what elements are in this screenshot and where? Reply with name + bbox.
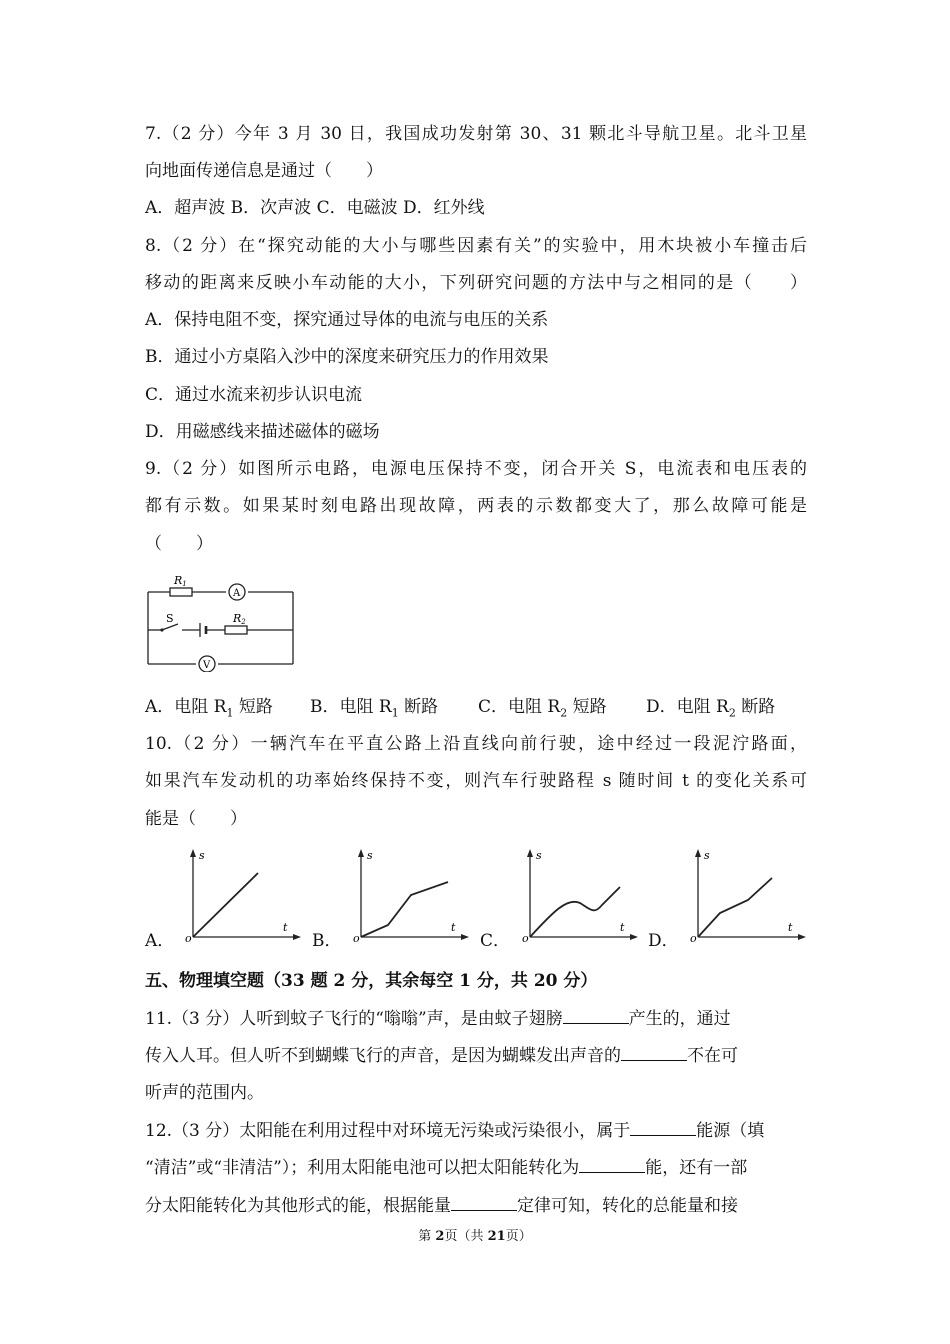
q8-option-c: C．通过水流来初步认识电流 (145, 385, 363, 405)
svg-text:t: t (620, 921, 625, 934)
svg-text:s: s (367, 849, 373, 862)
circuit-diagram (140, 572, 300, 672)
q7-options: A．超声波 B．次声波 C．电磁波 D．红外线 (145, 198, 485, 218)
svg-text:o: o (690, 932, 697, 945)
graph-a-curve (193, 873, 258, 937)
q8-line2: 移动的距离来反映小车动能的大小，下列研究问题的方法中与之相同的是（ ） (145, 273, 807, 293)
voltmeter-label: V (203, 660, 211, 671)
switch-label: S (166, 612, 174, 625)
q11-line1: 11.（3 分）人听到蚊子飞行的“嗡嗡”声，是由蚊子翅膀 产生的，通过 (145, 1009, 731, 1029)
q10-option-c: C． (480, 931, 511, 951)
q12-blank-3 (451, 1194, 517, 1211)
svg-text:t: t (788, 921, 793, 934)
q12-blank-2 (579, 1156, 645, 1173)
q11-blank-2 (621, 1044, 687, 1061)
graph-b-curve (361, 882, 448, 937)
switch-icon (160, 628, 163, 631)
q7-line1: 7.（2 分）今年 3 月 30 日，我国成功发射第 30、31 颗北斗导航卫星。北斗卫星 (145, 124, 807, 144)
graph-a (175, 845, 305, 945)
q12-blank-1 (630, 1119, 696, 1136)
resistor-r2 (225, 626, 247, 634)
q7-line2: 向地面传递信息是通过（ ） (145, 161, 383, 181)
q9-line2: 都有示数。如果某时刻电路出现故障，两表的示数都变大了，那么故障可能是 (145, 496, 807, 516)
q12-line2: “清洁”或“非清洁”）；利用太阳能电池可以把太阳能转化为 能，还有一部 (145, 1158, 748, 1178)
q11-line2: 传入人耳。但人听不到蝴蝶飞行的声音，是因为蝴蝶发出声音的 不在可 (145, 1046, 738, 1066)
q8-option-d: D．用磁感线来描述磁体的磁场 (145, 422, 380, 442)
page-footer: 第 2页（共 21页） (418, 1229, 532, 1244)
q12-line3: 分太阳能转化为其他形式的能，根据能量 定律可知，转化的总能量和接 (145, 1196, 738, 1216)
q10-option-b: B． (312, 931, 342, 951)
ammeter-label: A (233, 588, 241, 599)
resistor-r1 (170, 588, 192, 596)
q8-option-a: A．保持电阻不变，探究通过导体的电流与电压的关系 (145, 310, 549, 330)
q8-option-b: B．通过小方桌陷入沙中的深度来研究压力的作用效果 (145, 347, 549, 367)
q10-line1: 10.（2 分）一辆汽车在平直公路上沿直线向前行驶，途中经过一段泥泞路面， (145, 734, 807, 754)
svg-text:s: s (199, 849, 205, 862)
q12-line1: 12.（3 分）太阳能在利用过程中对环境无污染或污染很小，属于 能源（填 (145, 1121, 765, 1141)
graph-c-curve (530, 887, 620, 937)
graph-d (680, 845, 810, 945)
svg-text:o: o (353, 932, 360, 945)
q11-blank-1 (563, 1007, 629, 1024)
r2-label: R2 (233, 612, 246, 626)
svg-text:o: o (185, 932, 192, 945)
q10-option-a: A． (145, 931, 175, 951)
q8-line1: 8.（2 分）在“探究动能的大小与哪些因素有关”的实验中，用木块被小车撞击后 (145, 236, 807, 256)
q11-line3: 听声的范围内。 (145, 1083, 264, 1103)
q9-option-c: C．电阻 $R_2$ 短路 (478, 697, 607, 720)
svg-text:o: o (522, 932, 529, 945)
section-five-title: 五、物理填空题（33 题 2 分，其余每空 1 分，共 20 分） (145, 971, 598, 991)
graph-c (512, 845, 642, 945)
svg-text:t: t (283, 921, 288, 934)
q10-line3: 能是（ ） (145, 809, 247, 829)
graph-d-curve (698, 878, 772, 937)
q10-option-d: D． (648, 931, 679, 951)
r1-label: R1 (174, 574, 187, 588)
svg-text:t: t (451, 921, 456, 934)
q9-line1: 9.（2 分）如图所示电路，电源电压保持不变，闭合开关 S，电流表和电压表的 (145, 459, 807, 479)
q9-option-b: B．电阻 $R_1$ 断路 (310, 697, 439, 720)
q9-options (145, 696, 775, 724)
svg-text:s: s (704, 849, 710, 862)
q9-option-d: D．电阻 $R_2$ 断路 (646, 697, 776, 720)
q9-option-a: A．电阻 $R_1$ 短路 (145, 697, 273, 720)
q9-line3: （ ） (145, 534, 213, 554)
graph-b (343, 845, 473, 945)
svg-text:s: s (536, 849, 542, 862)
q10-line2: 如果汽车发动机的功率始终保持不变，则汽车行驶路程 s 随时间 t 的变化关系可 (145, 771, 807, 791)
